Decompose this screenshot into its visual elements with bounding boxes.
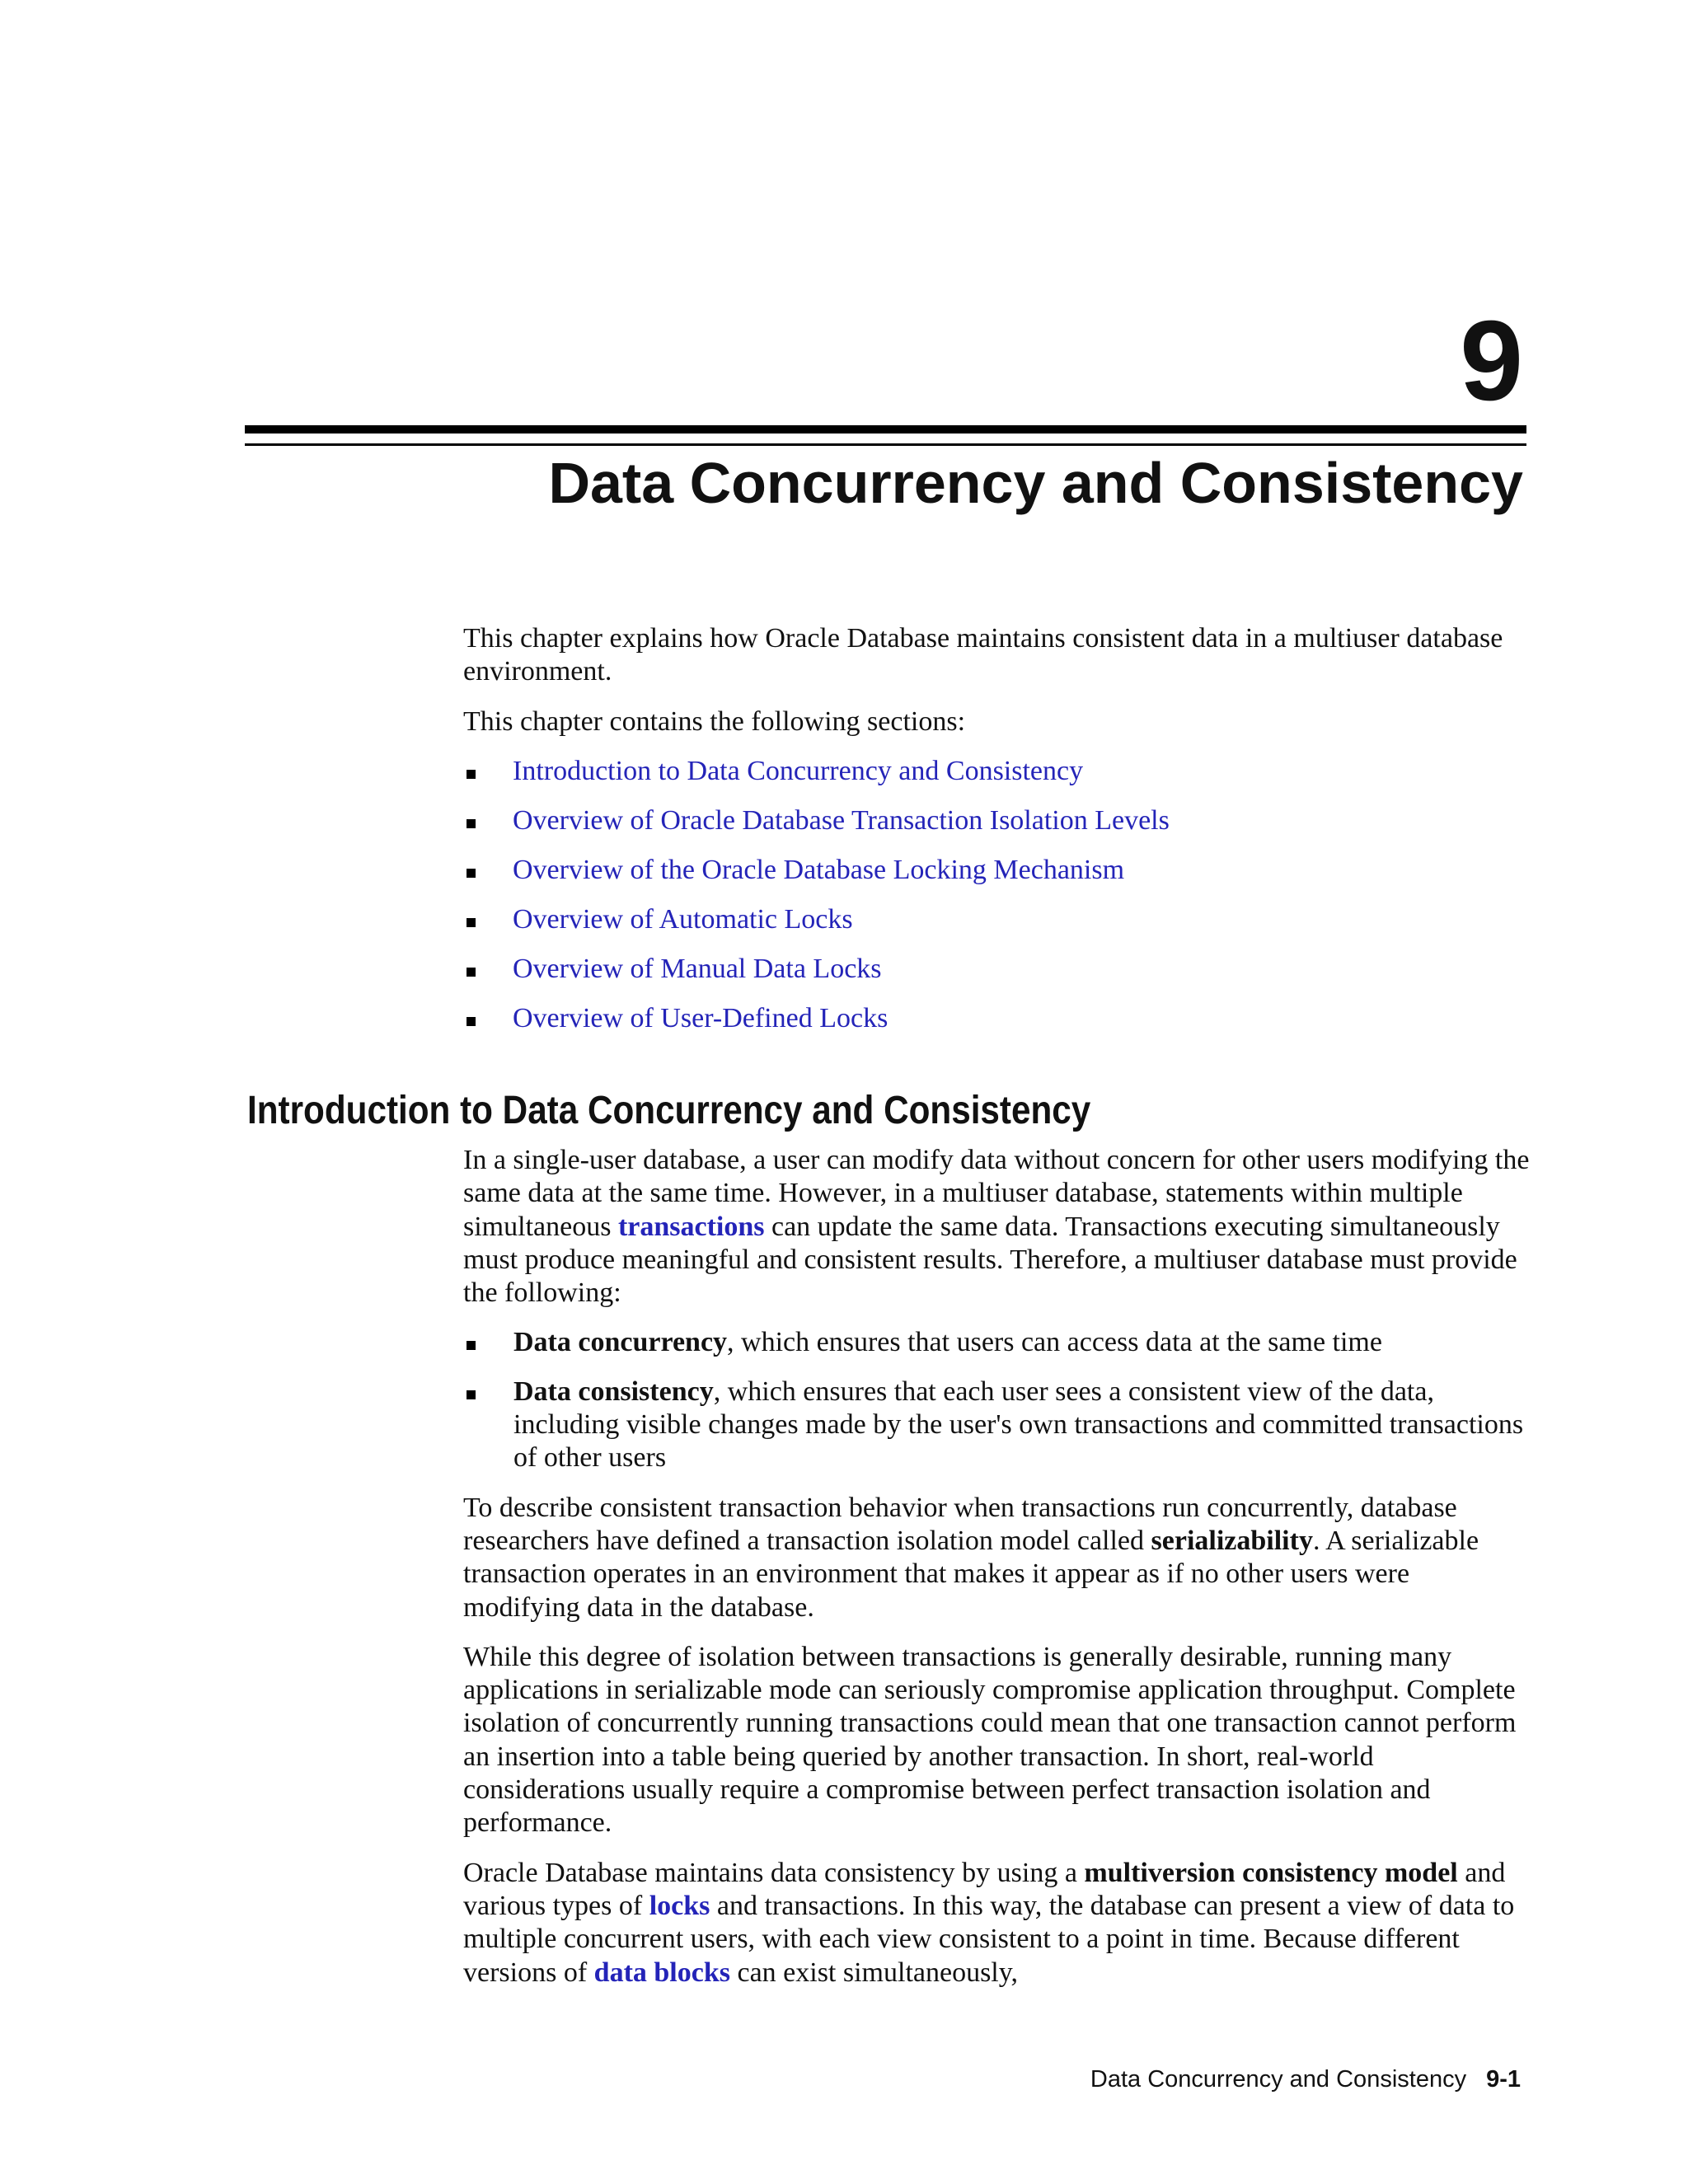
toc-item: [463, 1002, 1531, 1035]
toc-link-isolation-levels[interactable]: Overview of Oracle Database Transaction Isolation Levels: [513, 804, 1170, 836]
section-paragraph-4: Oracle Database maintains data consistency by using a multiversion consistency model and various types of locks and transactions. In this way, the database can present a view of data to multiple concurrent users, with each view consistent to a point in time. Because different versions of data blocks can exist simultaneously,: [463, 1857, 1515, 1988]
section-paragraph-2: To describe consistent transaction behavior when transactions run concurrently, database researchers have defined a transaction isolation model called serializability. A serializable transaction operates in an environment that makes it appear as if no other users were modifying data in the database.: [463, 1492, 1479, 1623]
section-paragraph-3: While this degree of isolation between transactions is generally desirable, running many applications in serializable mode can seriously compromise application throughput. Complete isolation of concurrently running transactions could mean that one transaction cannot perform an insertion into a table being queried by another transaction. In short, real-world considerations usually require a compromise between perfect transaction isolation and performance.: [463, 1641, 1517, 1839]
section-body: [463, 1144, 1531, 2006]
page-number: 9-1: [1486, 2066, 1521, 2093]
glossary-link-locks[interactable]: locks: [649, 1890, 710, 1921]
chapter-title: Data Concurrency and Consistency: [548, 451, 1523, 515]
requirement-item: Data consistency, which ensures that each user sees a consistent view of the data, including visible changes made by the user's own transactions and committed transactions of other users: [463, 1376, 1531, 1475]
bullet-square-icon: [467, 770, 476, 779]
intro-paragraph: This chapter explains how Oracle Database maintains consistent data in a multiuser database environment.: [463, 623, 1503, 687]
requirement-item: Data concurrency, which ensures that users can access data at the same time: [463, 1326, 1531, 1359]
glossary-link-data-blocks[interactable]: data blocks: [593, 1957, 730, 1988]
section-paragraph-1: In a single-user database, a user can modify data without concern for other users modifying the same data at the same time. However, in a multiuser database, statements within multiple simultaneous transactions can update the same data. Transactions executing simultaneously must produce meaningful and consistent results. Therefore, a multiuser database must provide the following:: [463, 1145, 1530, 1309]
chapter-rule-thick: [245, 425, 1526, 434]
toc-link-manual-data-locks[interactable]: Overview of Manual Data Locks: [513, 953, 882, 984]
toc-link-automatic-locks[interactable]: Overview of Automatic Locks: [513, 903, 853, 935]
bullet-square-icon: [467, 819, 476, 828]
requirements-list: [463, 1326, 1531, 1474]
toc-item: [463, 903, 1531, 936]
page-footer: [1090, 2063, 1521, 2096]
chapter-number: 9: [1460, 298, 1523, 424]
bullet-square-icon: [467, 869, 476, 878]
intro-block: [463, 622, 1531, 1052]
intro-sections-lead: This chapter contains the following sections:: [463, 705, 966, 737]
toc-item: [463, 755, 1531, 788]
toc-link-locking-mechanism[interactable]: Overview of the Oracle Database Locking Mechanism: [513, 854, 1125, 885]
toc-item: [463, 854, 1531, 887]
toc-item: [463, 804, 1531, 837]
section-heading: Introduction to Data Concurrency and Consistency: [247, 1089, 1091, 1132]
bullet-square-icon: [467, 1341, 476, 1350]
toc-item: [463, 953, 1531, 986]
bullet-square-icon: [467, 968, 476, 977]
bullet-square-icon: [467, 918, 476, 927]
footer-title: Data Concurrency and Consistency: [1090, 2066, 1467, 2093]
toc-link-user-defined-locks[interactable]: Overview of User-Defined Locks: [513, 1002, 889, 1033]
section-toc: [463, 755, 1531, 1035]
bullet-square-icon: [467, 1390, 476, 1399]
toc-link-introduction[interactable]: Introduction to Data Concurrency and Consistency: [513, 755, 1084, 786]
bullet-square-icon: [467, 1017, 476, 1026]
glossary-link-transactions[interactable]: transactions: [617, 1211, 765, 1242]
